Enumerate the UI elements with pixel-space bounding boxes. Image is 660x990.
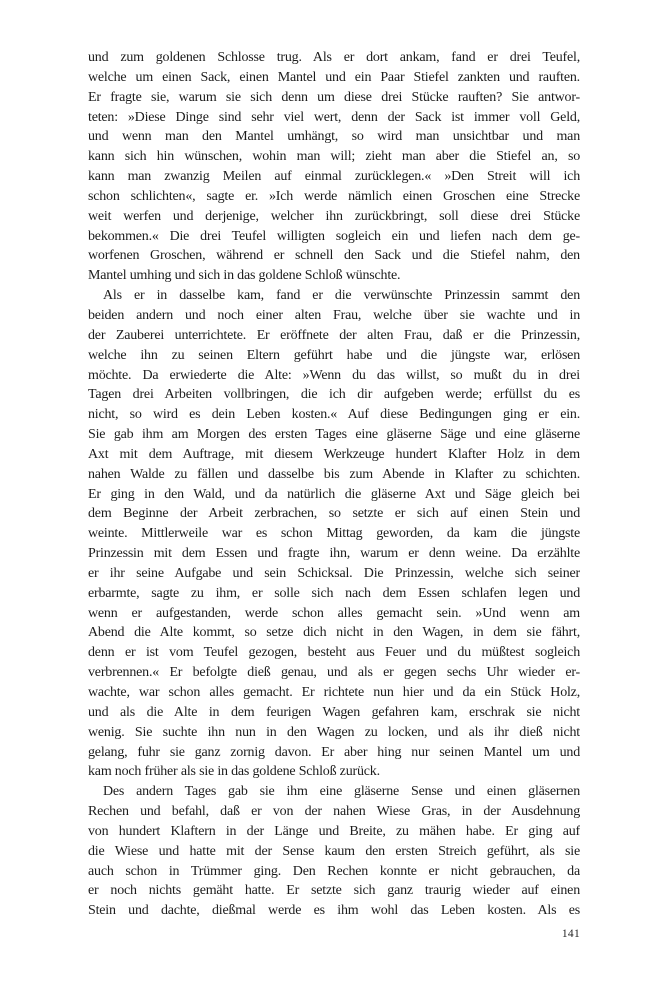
text-line: Stein und dachte, dießmal werde es ihm wohl das Leben kosten. Als es xyxy=(88,903,580,919)
text-line: Er ging in den Wald, und da natürlich die gläserne Axt und Säge gleich bei xyxy=(88,486,580,502)
paragraph xyxy=(88,48,580,286)
text-line: wenig. Sie suchte ihn nun in den Wagen zu locken, und als ihr dieß nicht xyxy=(88,724,580,740)
text-line: wachte, war schon alles gemacht. Er richtete nun hier und da ein Stück Holz, xyxy=(88,685,580,700)
text-line: Abend die Alte kommt, so setze dich nicht in den Wagen, in dem sie fährt, xyxy=(88,625,580,641)
text-line: denn er ist vom Teufel gezogen, besteht aus Feuer und du müßtest sogleich xyxy=(88,645,580,661)
text-line: auch schon in Trümmer ging. Den Rechen konnte er nicht gebrauchen, da xyxy=(88,863,580,879)
paragraph xyxy=(88,286,580,782)
text-line: Als er in dasselbe kam, fand er die verwünschte Prinzessin sammt den xyxy=(103,288,580,304)
text-line: und zum goldenen Schlosse trug. Als er dort ankam, fand er drei Teufel, xyxy=(88,50,580,65)
paragraph xyxy=(88,782,580,921)
text-line: kann sich hin wünschen, wohin man will; zieht man aber die Stiefel an, so xyxy=(88,149,580,165)
text-line: worfenen Groschen, während er schnell den Sack und die Stiefel nahm, den xyxy=(88,248,580,264)
page-number: 141 xyxy=(561,928,580,941)
text-line: Rechen und befahl, daß er von der nahen Wiese Gras, in der Ausdehnung xyxy=(88,804,580,820)
text-line: teten: »Diese Dinge sind sehr viel wert, denn der Sack ist immer voll Geld, xyxy=(88,109,580,125)
text-line: weinte. Mittlerweile war es schon Mittag geworden, da kam die jüngste xyxy=(88,526,580,542)
text-line: Des andern Tages gab sie ihm eine gläserne Sense und einen gläsernen xyxy=(103,784,580,800)
text-line: welche um einen Sack, einen Mantel und ein Paar Stiefel zankten und rauften. xyxy=(88,69,580,85)
text-line: erbarmte, sagte zu ihm, er solle sich nach dem Essen schlafen legen und xyxy=(88,585,580,601)
text-line: er ihr seine Aufgabe und sein Schicksal. Die Prinzessin, welche sich seiner xyxy=(88,565,580,581)
text-line: dem Beginne der Arbeit zerbrachen, so setzte er sich auf einen Stein und xyxy=(88,506,580,522)
text-line: nahen Walde zu fällen und dasselbe bis zum Abende in Klafter zu schichten. xyxy=(88,466,580,482)
text-line: Tagen drei Arbeiten vollbringen, die ich dir aufgeben werde; erfüllst du es xyxy=(88,387,580,403)
text-line: er noch nichts gemäht hatte. Er setzte sich ganz traurig wieder auf einen xyxy=(88,883,580,899)
text-line: Er fragte sie, warum sie sich denn um diese drei Stücke rauften? Sie antwor- xyxy=(88,89,580,105)
text-line: kann man zwanzig Meilen auf einmal zurücklegen.« »Den Streit will ich xyxy=(88,169,580,185)
text-line: möchte. Da erwiederte die Alte: »Wenn du das willst, so mußt du in drei xyxy=(88,367,580,383)
text-line: Prinzessin mit dem Essen und fragte ihn, warum er denn weine. Da erzählte xyxy=(88,546,580,562)
text-line: schon schlichten«, sagte er. »Ich werde nämlich einen Groschen eine Strecke xyxy=(88,188,580,204)
text-line: nicht, so wird es dein Leben kosten.« Auf diese Bedingungen ging er ein. xyxy=(88,407,580,423)
text-line: und als die Alte in dem feurigen Wagen gefahren kam, erschrak sie nicht xyxy=(88,704,580,720)
text-line: der Zauberei unterrichtete. Er eröffnete der alten Frau, daß er die Prinzessin, xyxy=(88,327,580,343)
text-line: welche ihn zu seinen Eltern geführt habe und die jüngste war, erlösen xyxy=(88,347,580,363)
text-line: Mantel umhing und sich in das goldene Schloß wünschte. xyxy=(88,268,401,284)
text-line: kam noch früher als sie in das goldene Schloß zurück. xyxy=(88,764,380,780)
text-line: Axt mit dem Auftrage, mit diesem Werkzeuge hundert Klafter Holz in dem xyxy=(88,446,580,462)
text-line: die Wiese und hatte mit der Sense kaum den ersten Streich geführt, als sie xyxy=(88,843,580,859)
text-line: und wenn man den Mantel umhängt, so wird man unsichtbar und man xyxy=(88,129,580,145)
text-line: Sie gab ihm am Morgen des ersten Tages eine gläserne Säge und eine gläserne xyxy=(88,427,580,443)
text-line: gelang, fuhr sie ganz zornig davon. Er aber hing nur seinen Mantel um und xyxy=(88,744,580,760)
text-line: weit werfen und derjenige, welcher ihn zurückbringt, soll diese drei Stücke xyxy=(88,208,580,224)
text-line: von hundert Klaftern in der Länge und Breite, zu mähen habe. Er ging auf xyxy=(88,823,580,839)
text-line: verbrennen.« Er befolgte dieß genau, und als er gegen sechs Uhr wieder er- xyxy=(88,665,580,681)
text-line: wenn er aufgestanden, werde schon alles gemacht sein. »Und wenn am xyxy=(88,605,580,621)
text-line: bekommen.« Die drei Teufel willigten sogleich ein und liefen nach dem ge- xyxy=(88,228,580,244)
text-line: beiden andern und noch einer alten Frau, welche über sie wachte und in xyxy=(88,307,580,323)
